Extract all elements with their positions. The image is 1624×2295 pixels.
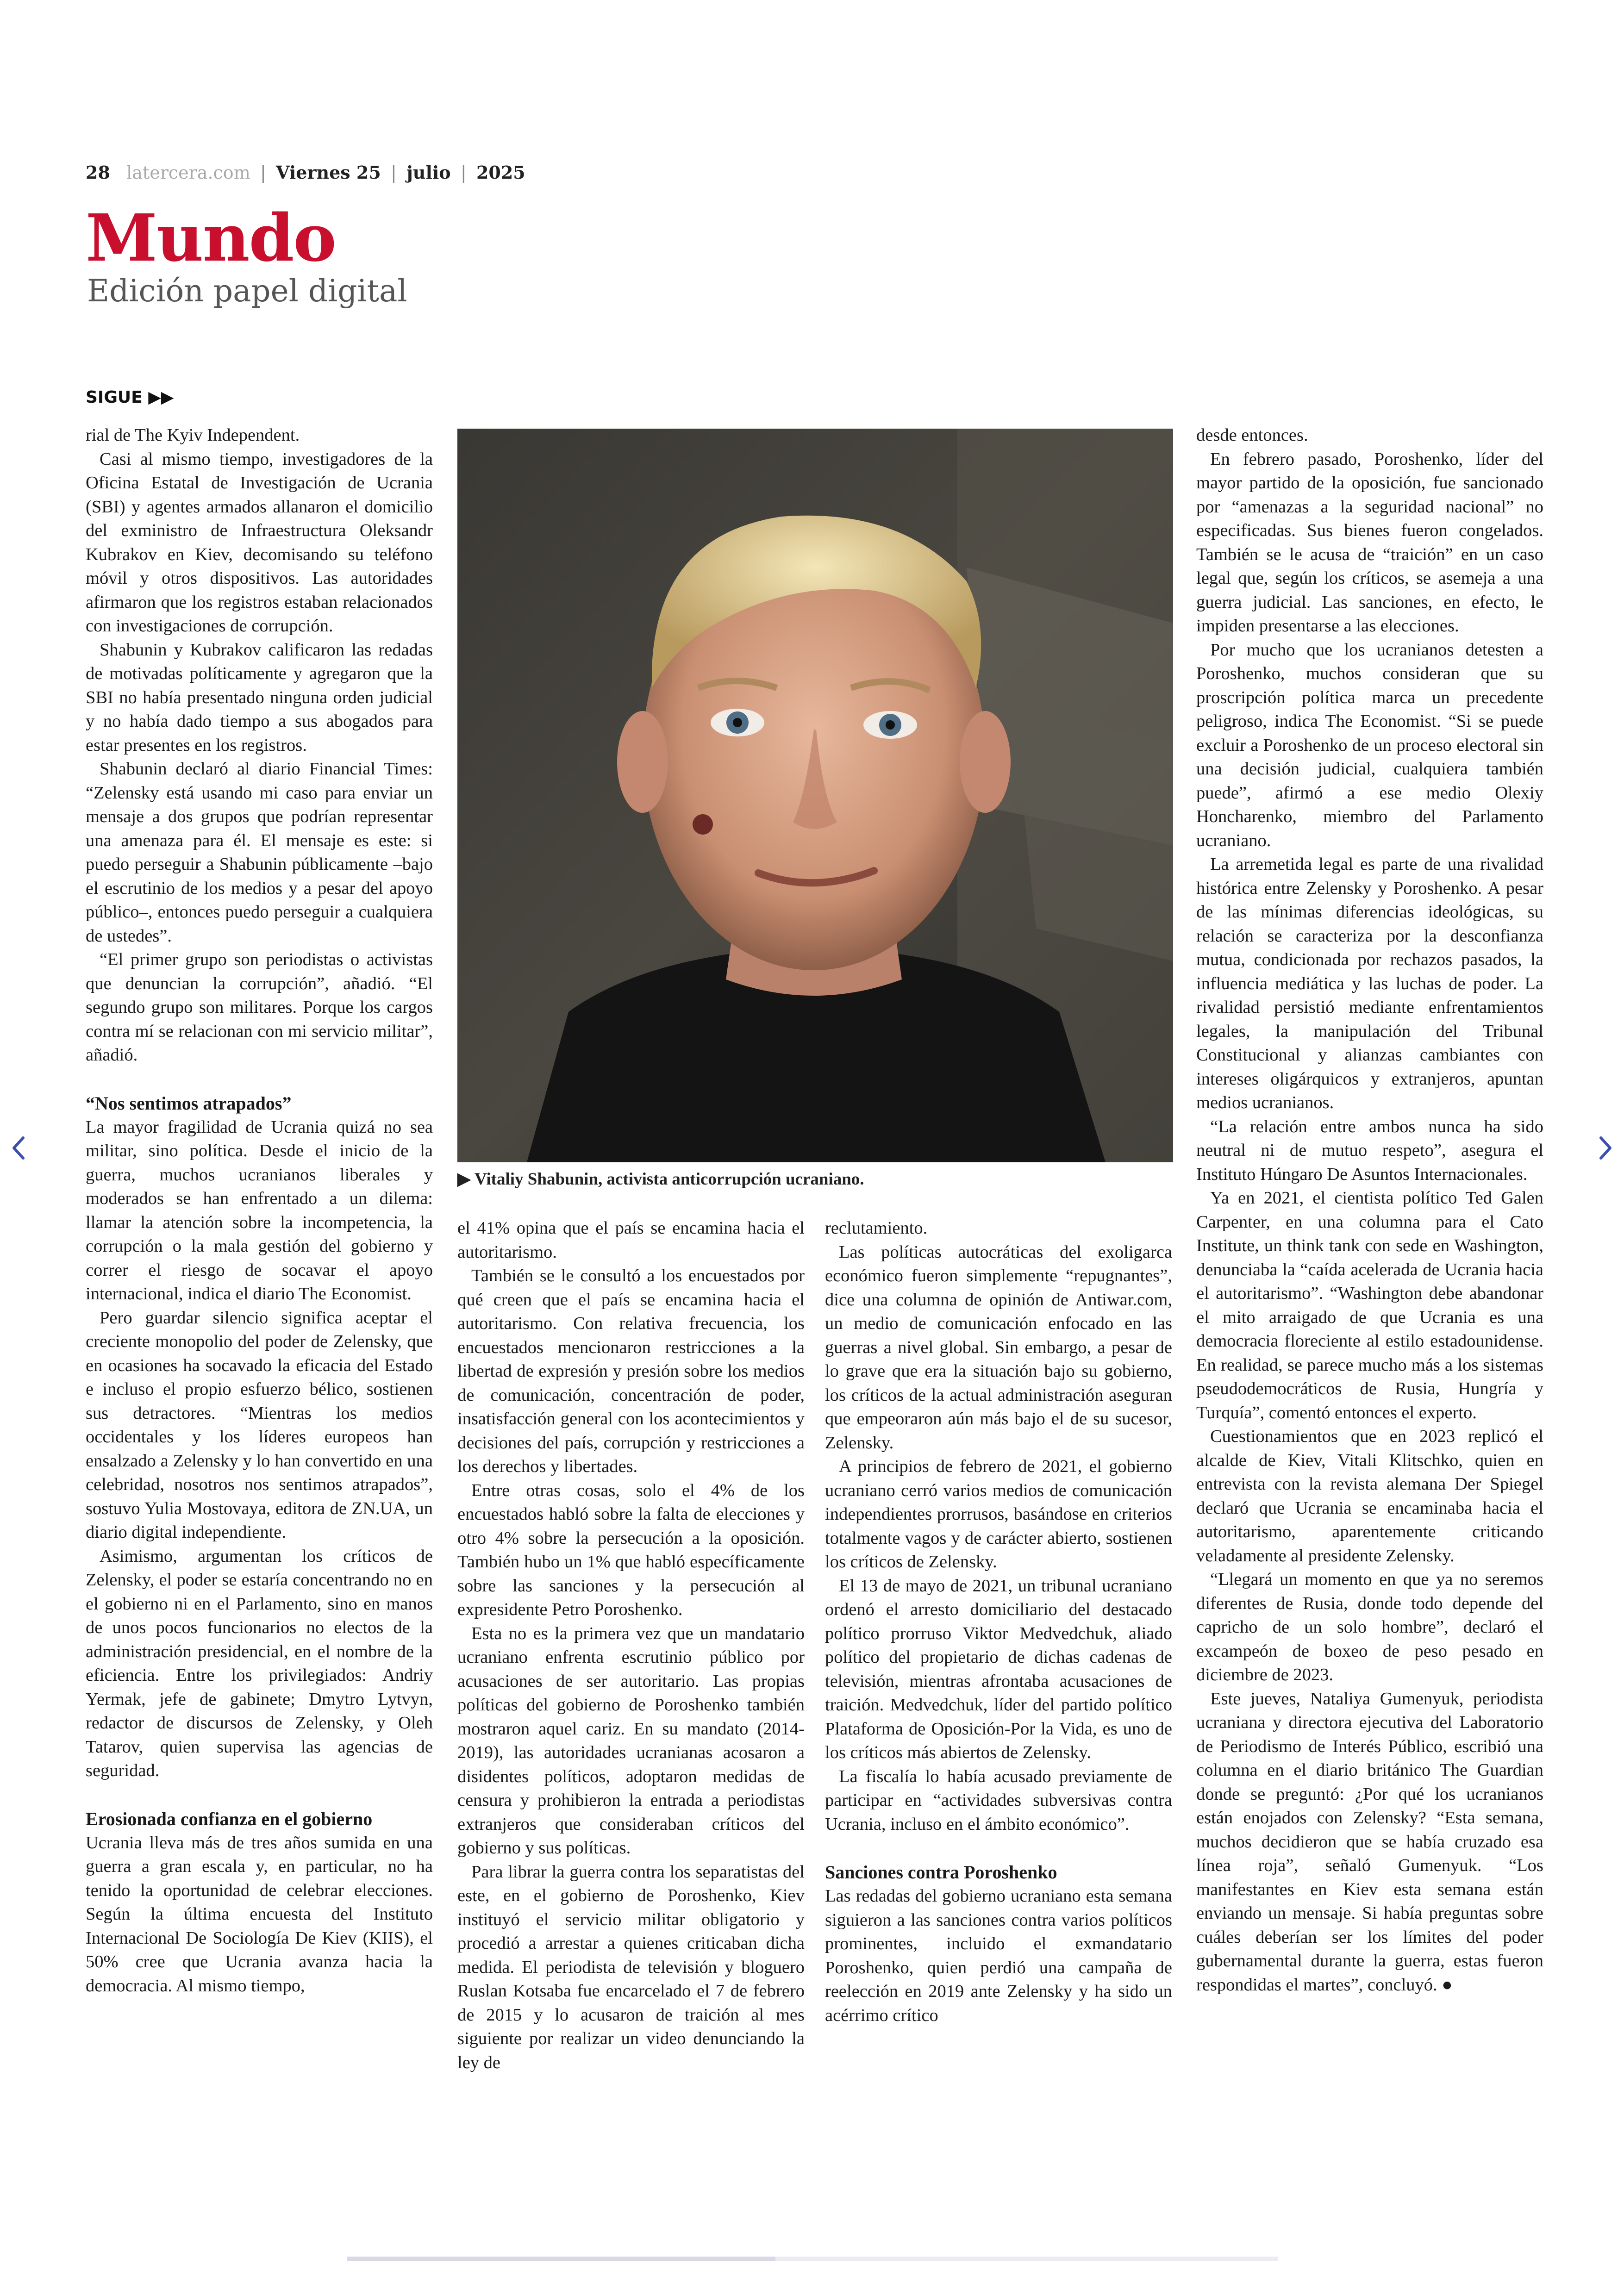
paragraph: Para librar la guerra contra los separatistas del este, en el gobierno de Poroshenko, Kiev instituyó el servicio militar obligatorio y procedió a arrestar a quienes criticaban dicha medida. El periodista de televisión y bloguero Ruslan Kotsaba fue encarcelado el 7 de febrero de 2015 y lo acusaron de traición al mes siguiente por realizar un video denunciando la ley de — [457, 1862, 805, 2072]
subheading: Erosionada confianza en el gobierno — [86, 1808, 373, 1829]
page-header: 28 latercera.com | Viernes 25 | julio | 2025 — [86, 162, 525, 183]
paragraph: También se le consultó a los encuestados por qué creen que el país se encamina hacia el autoritarismo. Con relativa frecuencia, los encuestados mencionaron restricciones a la libertad de expresión y presión sobre los medios de comunicación, concentración de poder, insatisfacción general con los acontecimientos y decisiones del país, corrupción y restricciones a los derechos y libertades. — [457, 1266, 805, 1476]
reading-progress-bar[interactable] — [347, 2257, 1278, 2261]
photo-caption: ▶ Vitaliy Shabunin, activista anticorrupción ucraniano. — [457, 1170, 864, 1189]
paragraph: “La relación entre ambos nunca ha sido neutral ni de mutuo respeto”, asegura el Instituto Húngaro De Asuntos Internacionales. — [1196, 1116, 1543, 1184]
paragraph: Este jueves, Nataliya Gumenyuk, periodista ucraniana y directora ejecutiva del Laboratorio de Periodismo de Interés Público, escribió una columna en el diario británico The Guardian donde se preguntó: ¿Por qué los ucranianos están enojados con Zelensky? “Esta semana, muchos decidieron que se había cruzado esa línea roja”, señaló Gumenyuk. “Los manifestantes en Kiev esta semana están enviando un mensaje. Si había preguntas sobre cuáles deberían ser los límites del poder gubernamental durante la guerra, estas fueron respondidas el martes”, concluyó. ● — [1196, 1689, 1543, 1995]
paragraph: Cuestionamientos que en 2023 replicó el alcalde de Kiev, Vitali Klitschko, quien en entrevista con la revista alemana Der Spiegel declaró que Ucrania se encaminaba hacia el autoritarismo, aparentemente criticando veladamente al presidente Zelensky. — [1196, 1427, 1543, 1565]
paragraph: “Llegará un momento en que ya no seremos diferentes de Rusia, donde todo depende del capricho de un solo hombre”, declaró el excampeón de boxeo de peso pesado en diciembre de 2023. — [1196, 1570, 1543, 1684]
paragraph: Por mucho que los ucranianos detesten a Poroshenko, muchos consideran que su proscripción política marca un precedente peligroso, indica The Economist. “Si se puede excluir a Poroshenko de un proceso electoral sin una decisión judicial, cualquiera también puede”, afirmó a ese medio Olexiy Honcharenko, miembro del Parlamento ucraniano. — [1196, 640, 1543, 850]
paragraph: Entre otras cosas, solo el 4% de los encuestados habló sobre la falta de elecciones y otro 4% sobre la persecución a la oposición. También hubo un 1% que habló específicamente sobre las sanciones y la persecución al expresidente Petro Poroshenko. — [457, 1480, 805, 1619]
paragraph: Shabunin y Kubrakov calificaron las redadas de motivadas políticamente y agregaron que la SBI no había presentado ninguna orden judicial y no había dado tiempo a sus abogados para estar presentes en los registros. — [86, 640, 433, 755]
paragraph: A principios de febrero de 2021, el gobierno ucraniano cerró varios medios de comunicación independientes prorrusos, basándose en criterios totalmente vagos y de carácter abierto, sostienen los críticos de Zelensky. — [825, 1457, 1172, 1572]
paragraph: Las políticas autocráticas del exoligarca económico fueron simplemente “repugnantes”, dice una columna de opinión de Antiwar.com, un medio de comunicación enfocado en las guerras a nivel global. Sin embargo, a pesar de lo grave que era la situación bajo su gobierno, los críticos de la actual administración aseguran que empeoraron aún más bajo el de su sucesor, Zelensky. — [825, 1242, 1172, 1453]
subheading: Sanciones contra Poroshenko — [825, 1862, 1057, 1883]
article-column-1 — [86, 424, 433, 1998]
paragraph: La fiscalía lo había acusado previamente de participar en “actividades subversivas contra Ucrania, incluso en el ámbito económico”. — [825, 1766, 1172, 1834]
paragraph: desde entonces. — [1196, 425, 1308, 445]
paragraph: reclutamiento. — [825, 1218, 928, 1238]
paragraph: El 13 de mayo de 2021, un tribunal ucraniano ordenó el arresto domiciliario del destacado político prorruso Viktor Medvedchuk, aliado político del propietario de dichas cadenas de televisión, mientras afrontaba acusaciones de traición. Medvedchuk, líder del partido político Plataforma de Oposición-Por la Vida, es uno de los críticos más abiertos de Zelensky. — [825, 1576, 1172, 1762]
site-name: latercera.com — [126, 162, 250, 183]
reading-progress-fill — [347, 2257, 775, 2261]
paragraph: Ucrania lleva más de tres años sumida en una guerra a gran escala y, en particular, no ha tenido la oportunidad de celebrar elecciones. Según la última encuesta del Instituto Internacional De Sociología De Kiev (KIIS), el 50% cree que Ucrania avanza hacia la democracia. Al mismo tiempo, — [86, 1833, 433, 1996]
paragraph: rial de The Kyiv Independent. — [86, 425, 300, 445]
paragraph: La mayor fragilidad de Ucrania quizá no sea militar, sino política. Desde el inicio de la guerra, muchos ucranianos liberales y moderados se han enfrentado a un dilema: llamar la atención sobre la incompetencia, la corrupción o la mala gestión del gobierno y correr el riesgo de socavar el apoyo internacional, indica el diario The Economist. — [86, 1117, 433, 1303]
section-title: Mundo — [86, 200, 336, 276]
paragraph: Pero guardar silencio significa aceptar el creciente monopolio del poder de Zelensky, que en ocasiones ha socavado la eficacia del Estado e incluso el propio esfuerzo bélico, sostienen sus detractores. “Mientras los medios occidentales y los líderes europeos han ensalzado a Zelensky y lo han convertido en una celebridad, nosotros nos sentimos atrapados”, sostuvo Yulia Mostovaya, editora de ZN.UA, un diario digital independiente. — [86, 1308, 433, 1542]
article-column-3 — [825, 1216, 1172, 2027]
article-column-4 — [1196, 424, 1543, 1997]
paragraph: Las redadas del gobierno ucraniano esta semana siguieron a las sanciones contra varios políticos prominentes, incluido el exmandatario Poroshenko, quien perdió una campaña de reelección en 2019 ante Zelensky y ha sido un acérrimo crítico — [825, 1886, 1172, 2025]
paragraph: Ya en 2021, el cientista político Ted Galen Carpenter, en una columna para el Cato Institute, un think tank con sede en Washington, denunciaba la “caída acelerada de Ucrania hacia el autoritarismo”. “Washington debe abandonar el mito arraigado de que Ucrania es una democracia floreciente al estilo estadounidense. En realidad, se parece mucho más a los sistemas pseudodemocráticos de Rusia, Hungría y Turquía”, comentó entonces el experto. — [1196, 1188, 1543, 1422]
date-day: Viernes 25 — [276, 162, 381, 183]
paragraph: La arremetida legal es parte de una rivalidad histórica entre Zelensky y Poroshenko. A pesar de las mínimas diferencias ideológicas, su relación se caracteriza por la desconfianza mutua, condicionada por rechazos pasados, la influencia mediática y las luchas de poder. La rivalidad persistió mediante enfrentamientos legales, la manipulación del Tribunal Constitucional y alianzas cambiantes con intereses oligárquicos y extranjeros, apuntan medios ucranianos. — [1196, 854, 1543, 1112]
section-subtitle: Edición papel digital — [87, 273, 407, 309]
page-number: 28 — [86, 162, 110, 183]
date-month: julio — [406, 162, 451, 183]
chevron-left-icon[interactable] — [5, 1134, 32, 1162]
article-column-2 — [457, 1216, 805, 2075]
portrait-photo — [457, 429, 1173, 1162]
paragraph: Shabunin declaró al diario Financial Times: “Zelensky está usando mi caso para enviar un mensaje a dos grupos que podrían representar una amenaza para él. El mensaje es este: si puedo perseguir a Shabunin públicamente –bajo el escrutinio de los medios y a pesar del apoyo público–, entonces puedo perseguir a cualquiera de ustedes”. — [86, 759, 433, 946]
paragraph: En febrero pasado, Poroshenko, líder del mayor partido de la oposición, fue sancionado por “amenazas a la seguridad nacional” no especificadas. Sus bienes fueron congelados. También se le acusa de “traición” en un caso legal que, según los críticos, se asemeja a una guerra judicial. Las sanciones, en efecto, le impiden presentarse a las elecciones. — [1196, 449, 1543, 636]
chevron-right-icon[interactable] — [1592, 1134, 1619, 1162]
date-year: 2025 — [476, 162, 525, 183]
paragraph: Asimismo, argumentan los críticos de Zelensky, el poder se estaría concentrando no en el gobierno ni en el Parlamento, sino en manos de unos pocos funcionarios no electos de la administración presidencial, en el nombre de la eficiencia. Entre los privilegiados: Andriy Yermak, jefe de gabinete; Dmytro Lytvyn, redactor de discursos de Zelensky, y Oleh Tatarov, quien supervisa las agencias de seguridad. — [86, 1546, 433, 1780]
continued-label: SIGUE ▶▶ — [86, 388, 174, 407]
paragraph: Esta no es la primera vez que un mandatario ucraniano enfrenta escrutinio público por acusaciones de ser autoritario. Las propias políticas del gobierno de Poroshenko también mostraron aquel cariz. En su mandato (2014-2019), las autoridades ucranianas acosaron a disidentes políticos, adoptaron medidas de censura y prohibieron la entrada a periodistas extranjeros que consideraban críticos del gobierno y sus políticas. — [457, 1623, 805, 1858]
paragraph: el 41% opina que el país se encamina hacia el autoritarismo. — [457, 1218, 805, 1262]
subheading: “Nos sentimos atrapados” — [86, 1092, 292, 1114]
paragraph: Casi al mismo tiempo, investigadores de la Oficina Estatal de Investigación de Ucrania (SBI) y agentes armados allanaron el domicilio del exministro de Infraestructura Oleksandr Kubrakov en Kiev, decomisando su teléfono móvil y otros dispositivos. Las autoridades afirmaron que los registros estaban relacionados con investigaciones de corrupción. — [86, 449, 433, 636]
paragraph: “El primer grupo son periodistas o activistas que denuncian la corrupción”, añadió. “El segundo grupo son militares. Porque los cargos contra mí se relacionan con mi servicio militar”, añadió. — [86, 950, 433, 1065]
article-photo — [457, 429, 1173, 1162]
